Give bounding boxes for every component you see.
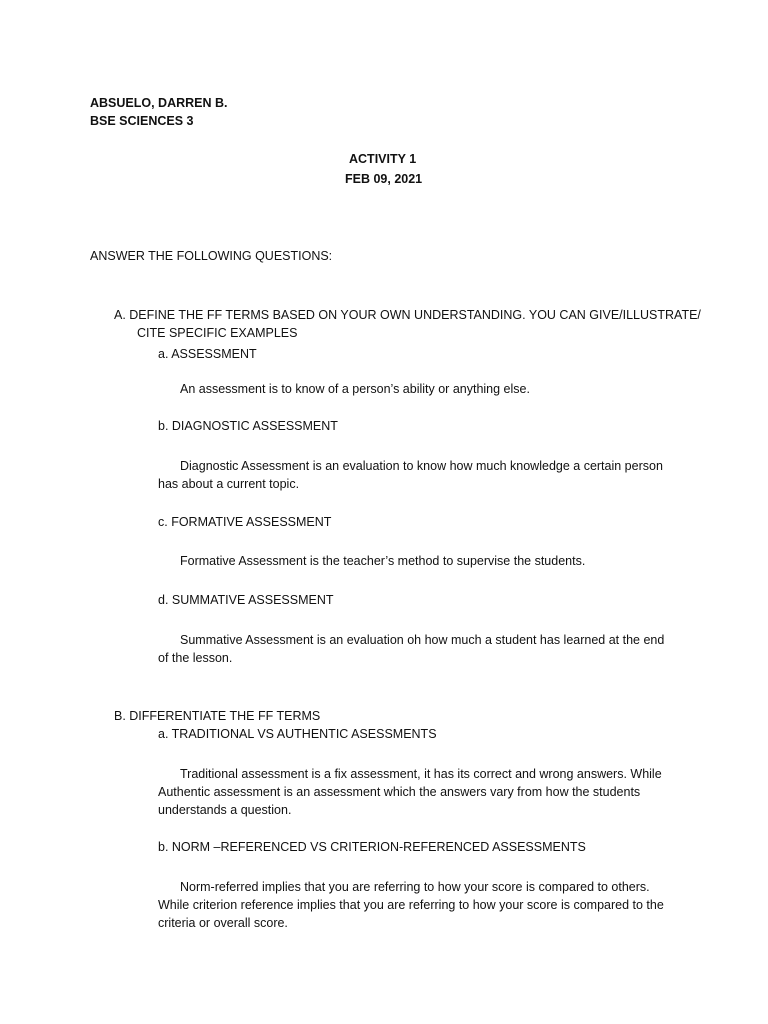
item-label: a. ASSESSMENT [158,347,257,361]
item-label: c. FORMATIVE ASSESSMENT [158,515,332,529]
item-answer: An assessment is to know of a person’s ability or anything else. [180,382,530,396]
item-answer: Diagnostic Assessment is an evaluation to know how much knowledge a certain person has about a current topic. [158,459,663,491]
section-a-heading: A. DEFINE THE FF TERMS BASED ON YOUR OWN UNDERSTANDING. YOU CAN GIVE/ILLUSTRATE/ [114,308,701,322]
item-answer: Norm-referred implies that you are referring to how your score is compared to others. While criterion reference implies that you are referring to how your score is compared to the criteria or overall score. [158,880,664,930]
item-label: a. TRADITIONAL VS AUTHENTIC ASESSMENTS [158,727,437,741]
student-course: BSE SCIENCES 3 [90,114,194,128]
activity-date: FEB 09, 2021 [345,172,423,186]
item-label: b. DIAGNOSTIC ASSESSMENT [158,419,338,433]
item-label: d. SUMMATIVE ASSESSMENT [158,593,334,607]
item-label: b. NORM –REFERENCED VS CRITERION-REFERENCED ASSESSMENTS [158,840,586,854]
section-b-heading: B. DIFFERENTIATE THE FF TERMS [114,709,321,723]
student-name: ABSUELO, DARREN B. [90,96,228,110]
section-a-heading-cont: CITE SPECIFIC EXAMPLES [137,326,298,340]
item-answer: Traditional assessment is a fix assessment, it has its correct and wrong answers. While Authentic assessment is an assessment which the answers vary from how the students understands a question. [158,767,662,817]
item-answer: Formative Assessment is the teacher’s method to supervise the students. [180,554,586,568]
instructions: ANSWER THE FOLLOWING QUESTIONS: [90,249,333,263]
item-answer: Summative Assessment is an evaluation oh how much a student has learned at the end of the lesson. [158,633,665,665]
activity-title: ACTIVITY 1 [349,152,417,166]
